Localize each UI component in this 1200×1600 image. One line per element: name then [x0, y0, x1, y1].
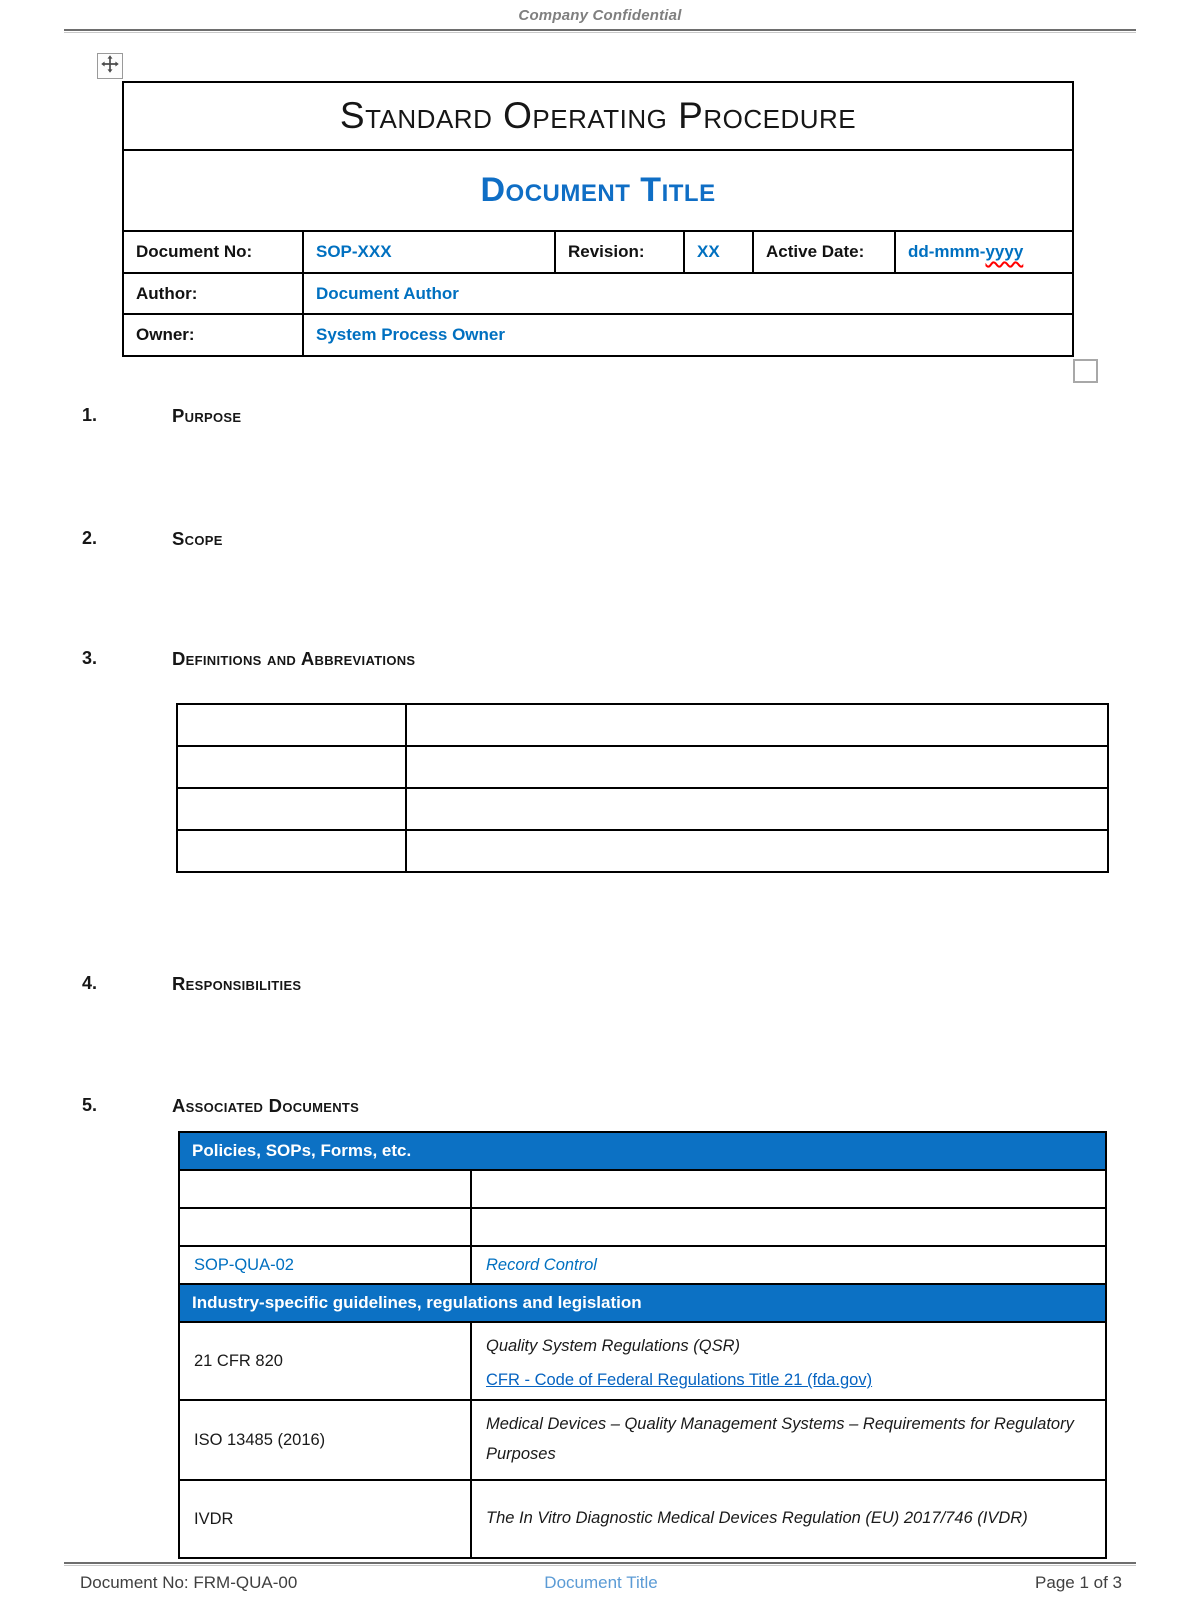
- doc-code-cell: [179, 1170, 471, 1208]
- section-heading: Purpose: [172, 405, 242, 426]
- section-responsibilities: [82, 973, 301, 995]
- active-date-value: [895, 231, 1073, 273]
- definition-desc-cell: [406, 788, 1108, 830]
- section-scope: [82, 528, 223, 550]
- doc-code-cell: IVDR: [179, 1480, 471, 1558]
- author-value: Document Author: [303, 273, 1073, 314]
- industry-group-header: Industry-specific guidelines, regulations and legislation: [179, 1284, 1106, 1322]
- doc-title-cell: [471, 1322, 1106, 1400]
- doc-no-value: SOP-XXX: [303, 231, 555, 273]
- table-resize-handle[interactable]: [1073, 359, 1098, 383]
- definitions-table: [176, 703, 1109, 873]
- definition-term-cell: [177, 704, 406, 746]
- doc-title-cell: [471, 1208, 1106, 1246]
- definition-desc-cell: [406, 704, 1108, 746]
- doc-code-cell: 21 CFR 820: [179, 1322, 471, 1400]
- section-heading: Responsibilities: [172, 973, 302, 994]
- definition-term-cell: [177, 746, 406, 788]
- policies-group-header: Policies, SOPs, Forms, etc.: [179, 1132, 1106, 1170]
- active-date-label: Active Date:: [753, 231, 895, 273]
- doc-title-cell: Medical Devices – Quality Management Systems – Requirements for Regulatory Purposes: [471, 1400, 1106, 1480]
- doc-no-label: Document No:: [123, 231, 303, 273]
- owner-label: Owner:: [123, 314, 303, 356]
- footer-page-number: Page 1 of 3: [1035, 1573, 1122, 1592]
- section-definitions: [82, 648, 415, 670]
- footer-doc-no: Document No: FRM-QUA-00: [80, 1573, 298, 1592]
- document-title: Document Title: [480, 171, 716, 209]
- doc-title-cell: [471, 1170, 1106, 1208]
- associated-documents-table: [178, 1131, 1107, 1559]
- doc-code-cell: SOP-QUA-02: [179, 1246, 471, 1284]
- footer-rule: [64, 1562, 1136, 1566]
- sop-title-table: [122, 81, 1074, 357]
- doc-code-cell: ISO 13485 (2016): [179, 1400, 471, 1480]
- doc-title-cell: The In Vitro Diagnostic Medical Devices Regulation (EU) 2017/746 (IVDR): [471, 1480, 1106, 1558]
- section-number: 3.: [82, 648, 98, 668]
- revision-value: XX: [684, 231, 753, 273]
- definition-term-cell: [177, 830, 406, 872]
- section-number: 1.: [82, 405, 98, 425]
- header-rule: [64, 29, 1136, 33]
- cfr-title21-link[interactable]: CFR - Code of Federal Regulations Title 21 (fda.gov): [486, 1371, 873, 1390]
- definition-term-cell: [177, 788, 406, 830]
- definition-desc-cell: [406, 830, 1108, 872]
- footer-document-title: Document Title: [544, 1573, 658, 1592]
- doc-title-cell: Record Control: [471, 1246, 1106, 1284]
- doc-title-text: Quality System Regulations (QSR): [486, 1336, 741, 1355]
- section-heading: Definitions and Abbreviations: [172, 648, 416, 669]
- section-number: 4.: [82, 973, 98, 993]
- section-heading: Scope: [172, 528, 223, 549]
- author-label: Author:: [123, 273, 303, 314]
- section-number: 5.: [82, 1095, 98, 1115]
- section-associated-documents: [82, 1095, 359, 1117]
- section-number: 2.: [82, 528, 98, 548]
- section-heading: Associated Documents: [172, 1095, 360, 1116]
- owner-value: System Process Owner: [303, 314, 1073, 356]
- section-purpose: [82, 405, 241, 427]
- definition-desc-cell: [406, 746, 1108, 788]
- revision-label: Revision:: [555, 231, 684, 273]
- move-cross-icon: [100, 54, 120, 79]
- table-move-handle[interactable]: [97, 53, 123, 79]
- active-date-prefix: dd-mmm-: [908, 242, 986, 261]
- sop-title: Standard Operating Procedure: [339, 95, 857, 136]
- page-header-confidential: Company Confidential: [518, 7, 682, 24]
- page-footer: [80, 1573, 1122, 1597]
- active-date-typo: yyyy: [985, 242, 1024, 261]
- doc-code-cell: [179, 1208, 471, 1246]
